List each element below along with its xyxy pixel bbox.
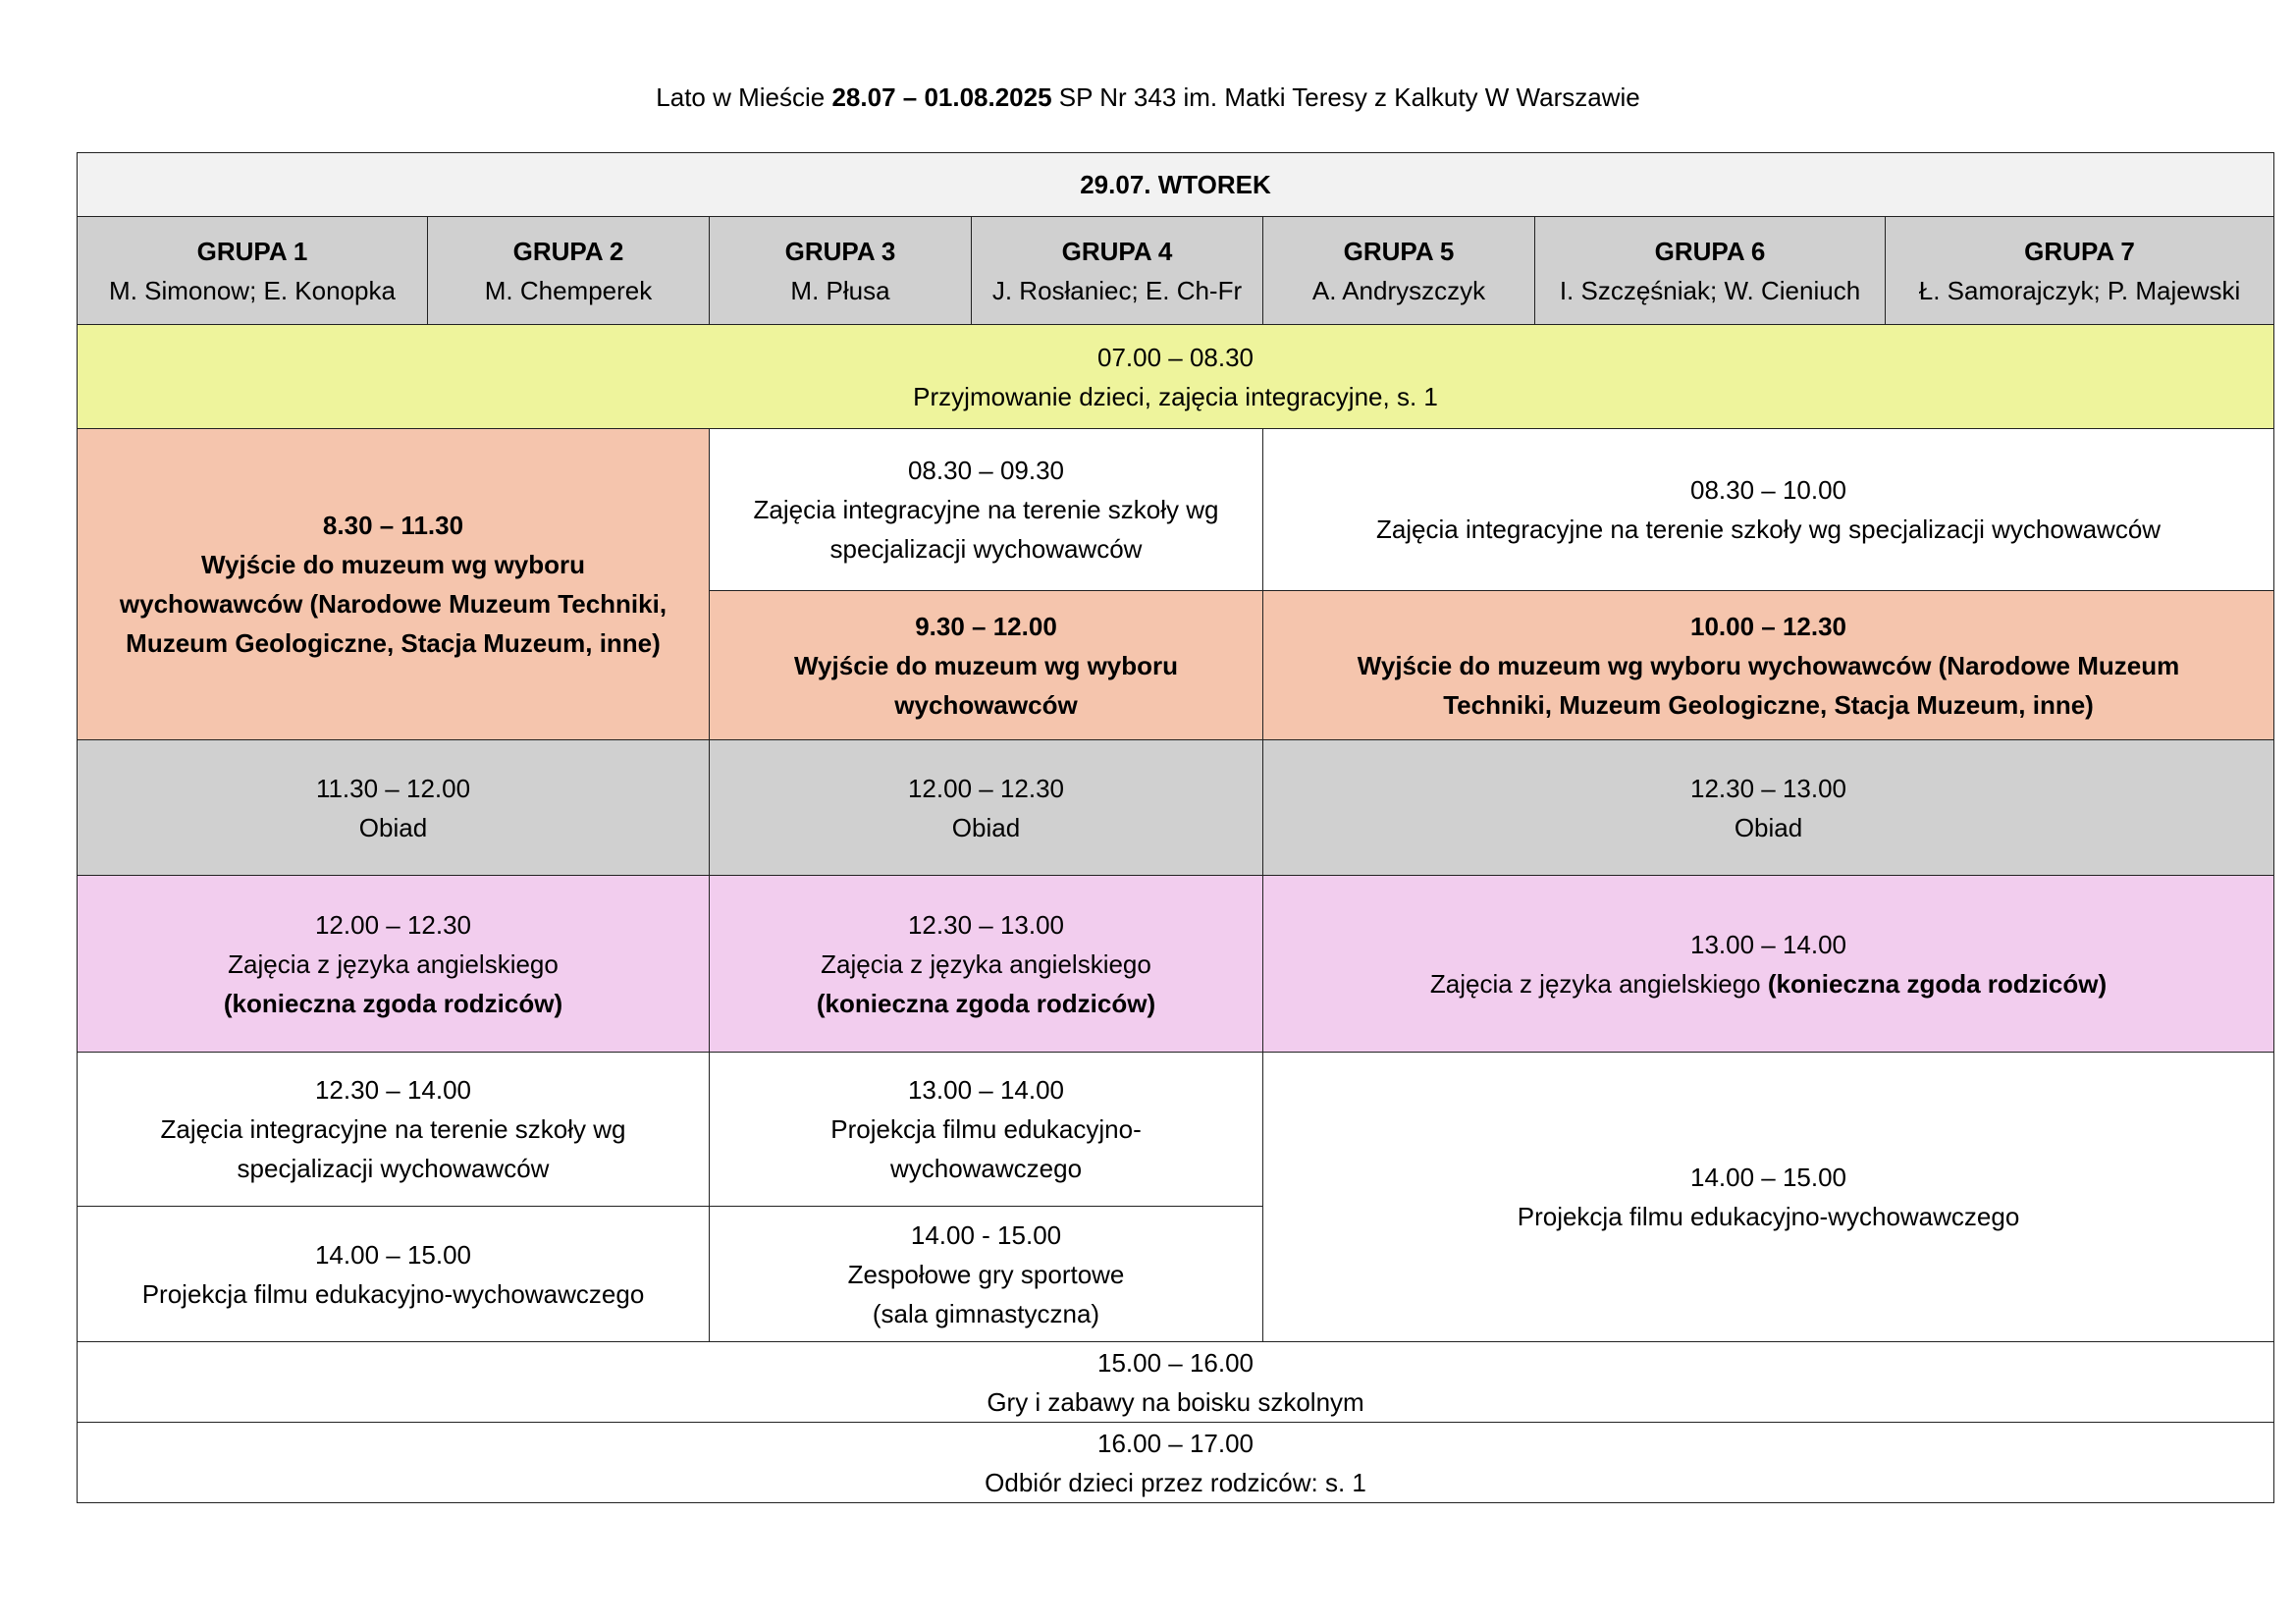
lunch-row xyxy=(78,740,2274,876)
english-cell-groups-5-7 xyxy=(1263,876,2274,1053)
sport-cell-groups-3-4 xyxy=(710,1207,1263,1342)
activity-time: 14.00 – 15.00 xyxy=(314,1239,472,1270)
group-name: GRUPA 1 xyxy=(196,236,308,266)
activity-time: 12.00 – 12.30 xyxy=(314,909,472,940)
group-name: GRUPA 4 xyxy=(1061,236,1173,266)
activity-time: 9.30 – 12.00 xyxy=(915,611,1057,641)
group-2-cell xyxy=(428,217,710,325)
group-6-cell xyxy=(1535,217,1886,325)
activity-text: Muzeum Geologiczne, Stacja Muzeum, inne) xyxy=(126,628,661,658)
afternoon-row-1 xyxy=(78,1053,2274,1207)
arrival-row xyxy=(78,325,2274,429)
group-teachers: A. Andryszczyk xyxy=(1311,275,1486,305)
activity-note: (konieczna zgoda rodziców) xyxy=(816,988,1156,1018)
group-teachers: Ł. Samorajczyk; P. Majewski xyxy=(1918,275,2241,305)
activity-time: 12.30 – 13.00 xyxy=(1689,773,1847,803)
group-name: GRUPA 6 xyxy=(1654,236,1766,266)
activity-time: 14.00 - 15.00 xyxy=(910,1219,1062,1250)
film-cell-groups-5-7 xyxy=(1263,1053,2274,1342)
games-row xyxy=(78,1342,2274,1423)
activity-time: 16.00 – 17.00 xyxy=(1096,1428,1255,1458)
activity-text: Wyjście do muzeum wg wyboru wychowawców (Narodowe Muzeum xyxy=(1357,650,2180,680)
activity-text: Zajęcia z języka angielskiego xyxy=(821,948,1151,979)
activity-time: 14.00 – 15.00 xyxy=(1689,1163,1847,1192)
activity-text: Zajęcia z języka angielskiego xyxy=(1429,968,1768,999)
activity-text: Projekcja filmu edukacyjno-wychowawczego xyxy=(141,1278,645,1309)
activity-time: 08.30 – 10.00 xyxy=(1689,475,1847,505)
activity-time: 13.00 – 14.00 xyxy=(1689,929,1847,959)
english-cell-groups-1-2 xyxy=(78,876,710,1053)
integration-cell-groups-1-2 xyxy=(78,1053,710,1207)
activity-time: 12.30 – 13.00 xyxy=(907,909,1065,940)
group-teachers: I. Szczęśniak; W. Cieniuch xyxy=(1559,275,1861,305)
activity-text: Projekcja filmu edukacyjno-wychowawczego xyxy=(1517,1202,2020,1231)
activity-time: 13.00 – 14.00 xyxy=(907,1075,1065,1105)
activity-text: wychowawczego xyxy=(889,1154,1083,1183)
activity-text: Wyjście do muzeum wg wyboru xyxy=(793,650,1179,680)
title-suffix: SP Nr 343 im. Matki Teresy z Kalkuty W Warszawie xyxy=(1051,82,1640,112)
arrival-cell xyxy=(78,325,2274,429)
group-teachers: M. Płusa xyxy=(790,275,890,305)
page-title xyxy=(0,81,2296,114)
day-header-row xyxy=(78,153,2274,217)
group-name: GRUPA 3 xyxy=(784,236,896,266)
integration-cell-groups-5-7 xyxy=(1263,429,2274,591)
activity-note: (konieczna zgoda rodziców) xyxy=(223,988,563,1018)
morning-row-1 xyxy=(78,429,2274,591)
activity-time: 15.00 – 16.00 xyxy=(1096,1347,1255,1378)
activity-text: Zespołowe gry sportowe xyxy=(847,1259,1125,1289)
pickup-cell xyxy=(78,1423,2274,1503)
group-name: GRUPA 2 xyxy=(512,236,624,266)
lunch-cell-groups-1-2 xyxy=(78,740,710,876)
group-1-cell xyxy=(78,217,428,325)
groups-row xyxy=(78,217,2274,325)
activity-text: Przyjmowanie dzieci, zajęcia integracyjne, s. 1 xyxy=(913,381,1438,411)
activity-text: wychowawców xyxy=(894,689,1078,720)
english-row xyxy=(78,876,2274,1053)
group-4-cell xyxy=(972,217,1263,325)
schedule-table xyxy=(77,152,2274,1503)
activity-text: specjalizacji wychowawców xyxy=(237,1154,550,1183)
museum-cell-groups-1-2 xyxy=(78,429,710,740)
activity-time: 10.00 – 12.30 xyxy=(1689,611,1847,641)
activity-text: Techniki, Muzeum Geologiczne, Stacja Muzeum, inne) xyxy=(1443,689,2094,720)
title-prefix: Lato w Mieście xyxy=(656,82,832,112)
activity-text: Projekcja filmu edukacyjno- xyxy=(830,1114,1142,1144)
activity-text: Obiad xyxy=(358,812,428,842)
activity-time: 12.30 – 14.00 xyxy=(314,1075,472,1105)
day-title: 29.07. WTOREK xyxy=(78,153,2274,217)
lunch-cell-groups-5-7 xyxy=(1263,740,2274,876)
pickup-row xyxy=(78,1423,2274,1503)
activity-time: 11.30 – 12.00 xyxy=(315,773,471,803)
activity-text: Zajęcia integracyjne na terenie szkoły wg xyxy=(753,495,1219,524)
title-dates: 28.07 – 01.08.2025 xyxy=(831,82,1052,112)
activity-text: Wyjście do muzeum wg wyboru xyxy=(200,550,586,579)
activity-time: 08.30 – 09.30 xyxy=(907,456,1065,485)
group-3-cell xyxy=(710,217,972,325)
group-teachers: M. Chemperek xyxy=(484,275,653,305)
group-teachers: J. Rosłaniec; E. Ch-Fr xyxy=(991,275,1243,305)
museum-cell-groups-3-4 xyxy=(710,591,1263,740)
activity-text: Zajęcia integracyjne na terenie szkoły wg xyxy=(160,1114,626,1144)
group-teachers: M. Simonow; E. Konopka xyxy=(109,275,396,305)
lunch-cell-groups-3-4 xyxy=(710,740,1263,876)
games-cell xyxy=(78,1342,2274,1423)
film-cell-groups-3-4 xyxy=(710,1053,1263,1207)
museum-cell-groups-5-7 xyxy=(1263,591,2274,740)
activity-text: Odbiór dzieci przez rodziców: s. 1 xyxy=(985,1467,1366,1497)
activity-text: wychowawców (Narodowe Muzeum Techniki, xyxy=(119,589,667,619)
group-7-cell xyxy=(1886,217,2274,325)
group-5-cell xyxy=(1263,217,1535,325)
activity-note: (konieczna zgoda rodziców) xyxy=(1767,968,2108,999)
group-name: GRUPA 5 xyxy=(1343,236,1455,266)
activity-text: Gry i zabawy na boisku szkolnym xyxy=(987,1386,1364,1417)
activity-time: 12.00 – 12.30 xyxy=(907,773,1065,803)
activity-text: Zajęcia z języka angielskiego xyxy=(228,948,559,979)
english-cell-groups-3-4 xyxy=(710,876,1263,1053)
activity-time: 07.00 – 08.30 xyxy=(1096,342,1255,372)
activity-text: Obiad xyxy=(1734,812,1803,842)
film-cell-groups-1-2 xyxy=(78,1207,710,1342)
activity-text: Zajęcia integracyjne na terenie szkoły wg specjalizacji wychowawców xyxy=(1375,514,2162,544)
activity-text: (sala gimnastyczna) xyxy=(872,1298,1100,1328)
activity-text: specjalizacji wychowawców xyxy=(829,534,1143,564)
activity-text: Obiad xyxy=(951,812,1021,842)
group-name: GRUPA 7 xyxy=(2024,236,2135,266)
activity-time: 8.30 – 11.30 xyxy=(322,511,464,540)
integration-cell-groups-3-4 xyxy=(710,429,1263,591)
